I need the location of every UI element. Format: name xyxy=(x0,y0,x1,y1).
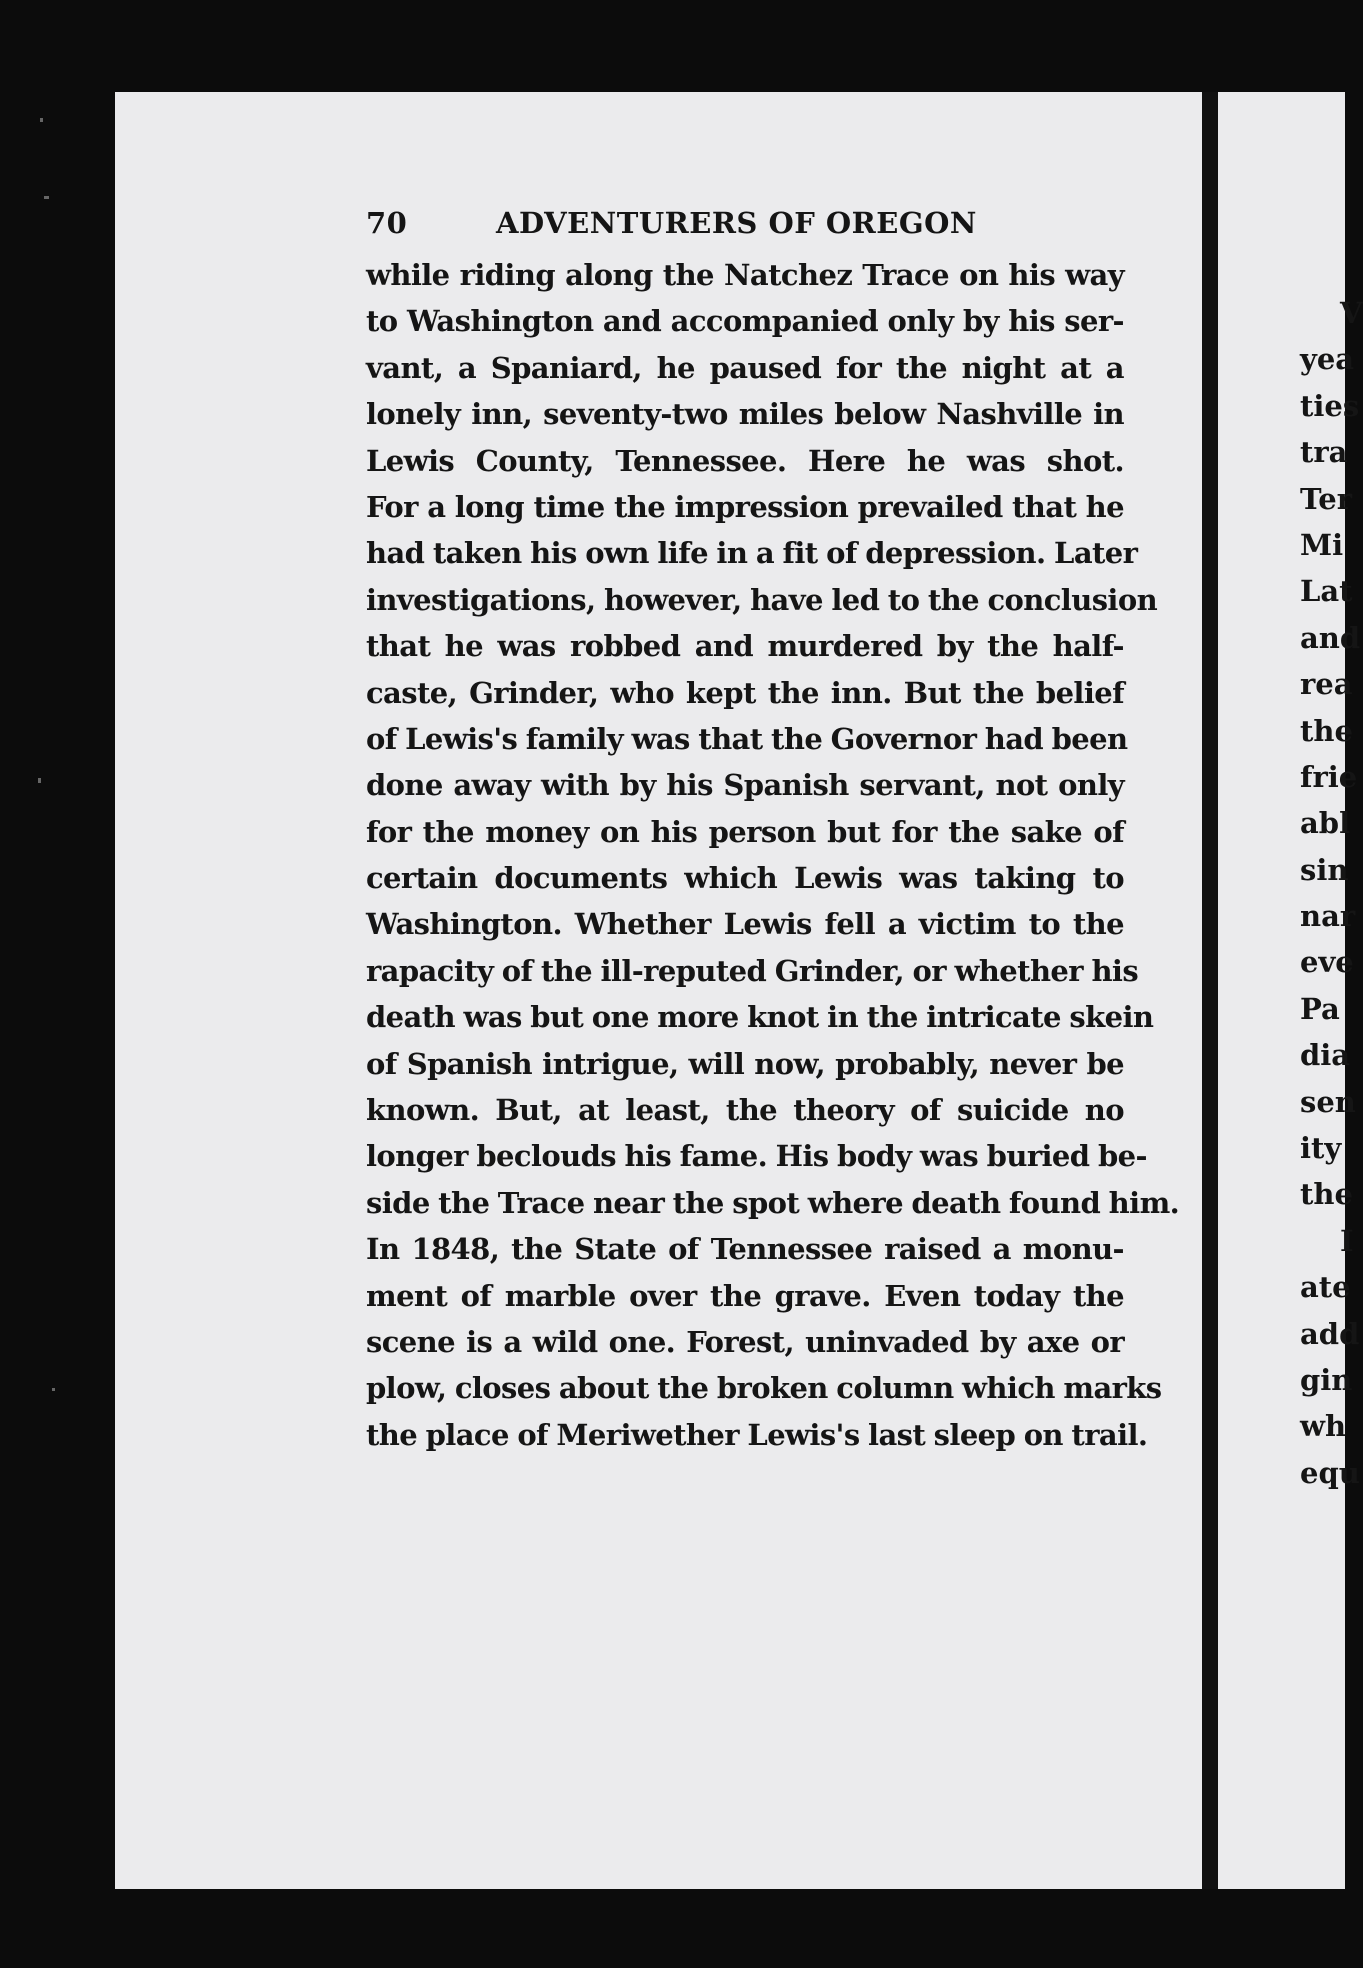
body-paragraph xyxy=(366,252,1180,1458)
body-line: death was but one more knot in the intricate skein xyxy=(366,1000,1154,1035)
facing-page-fragment: Lat xyxy=(1300,574,1353,609)
body-line: caste, Grinder, who kept the inn. But the belief xyxy=(366,675,1124,710)
body-line: side the Trace near the spot where death found him. xyxy=(366,1185,1180,1220)
facing-page-fragment: tra xyxy=(1300,435,1348,470)
body-line: ment of marble over the grave. Even today the xyxy=(366,1278,1124,1313)
body-line: that he was robbed and murdered by the half- xyxy=(366,629,1124,664)
body-line: plow, closes about the broken column which marks xyxy=(366,1371,1162,1406)
body-line: of Lewis's family was that the Governor had been xyxy=(366,721,1128,756)
scan-speck xyxy=(40,118,43,122)
book-gutter xyxy=(1202,92,1218,1889)
page-text-block xyxy=(366,206,1180,1458)
facing-page-fragment: equ xyxy=(1300,1455,1360,1490)
facing-page-fragment: V xyxy=(1340,296,1363,330)
scan-speck xyxy=(52,1388,55,1391)
body-line: For a long time the impression prevailed that he xyxy=(366,489,1124,524)
body-line: vant, a Spaniard, he paused for the night at a xyxy=(366,350,1124,385)
body-line: the place of Meriwether Lewis's last sleep on trail. xyxy=(366,1417,1148,1452)
facing-page-fragment: yea xyxy=(1300,342,1355,377)
facing-page-fragment: sin xyxy=(1300,852,1349,887)
body-line: certain documents which Lewis was taking to xyxy=(366,861,1124,896)
body-line: done away with by his Spanish servant, not only xyxy=(366,768,1124,803)
facing-page-fragment: frie xyxy=(1300,759,1358,794)
body-line: lonely inn, seventy-two miles below Nashville in xyxy=(366,397,1124,432)
facing-page-fragment: nar xyxy=(1300,899,1356,934)
facing-page-fragment: ate xyxy=(1300,1270,1351,1305)
body-line: rapacity of the ill-reputed Grinder, or whether his xyxy=(366,953,1139,988)
facing-page-fragment: Pa xyxy=(1300,991,1340,1026)
scan-speck xyxy=(44,196,49,199)
facing-page-fragment: dia xyxy=(1300,1038,1351,1073)
facing-page-fragment: gin xyxy=(1300,1362,1353,1397)
body-line: longer beclouds his fame. His body was buried be- xyxy=(366,1139,1147,1174)
running-title: ADVENTURERS OF OREGON xyxy=(496,206,977,240)
body-line: to Washington and accompanied only by his ser- xyxy=(366,304,1124,339)
body-line: In 1848, the State of Tennessee raised a monu- xyxy=(366,1232,1124,1267)
facing-page-fragment: eve xyxy=(1300,945,1354,980)
facing-page-fragment: the xyxy=(1300,713,1353,748)
scan-speck xyxy=(38,778,41,783)
body-line: known. But, at least, the theory of suicide no xyxy=(366,1093,1124,1128)
facing-page-text xyxy=(1300,290,1363,1496)
facing-page-fragment: I xyxy=(1340,1223,1354,1258)
facing-page-fragment: wh xyxy=(1300,1409,1347,1444)
facing-page-fragment: add xyxy=(1300,1316,1360,1351)
facing-page-fragment: rea xyxy=(1300,667,1353,702)
body-line: of Spanish intrigue, will now, probably, never be xyxy=(366,1046,1124,1081)
body-line: investigations, however, have led to the conclusion xyxy=(366,582,1158,617)
facing-page-fragment: ity xyxy=(1300,1131,1342,1166)
facing-page-fragment: Ter xyxy=(1300,481,1352,516)
body-line: scene is a wild one. Forest, uninvaded by axe or xyxy=(366,1324,1124,1359)
body-line: Lewis County, Tennessee. Here he was shot. xyxy=(366,443,1124,478)
facing-page-fragment: sen xyxy=(1300,1084,1356,1119)
body-line: while riding along the Natchez Trace on his way xyxy=(366,258,1124,292)
running-head xyxy=(366,206,1124,252)
facing-page-fragment: abl xyxy=(1300,806,1351,841)
body-line: had taken his own life in a fit of depression. Later xyxy=(366,536,1138,571)
page-number: 70 xyxy=(366,206,408,240)
facing-page-fragment: the xyxy=(1300,1177,1353,1212)
facing-page-fragment: Mi xyxy=(1300,527,1344,562)
facing-page-fragment: and xyxy=(1300,620,1361,655)
facing-page-fragment: ties xyxy=(1300,388,1360,423)
body-line: Washington. Whether Lewis fell a victim to the xyxy=(366,907,1124,942)
body-line: for the money on his person but for the sake of xyxy=(366,814,1124,849)
